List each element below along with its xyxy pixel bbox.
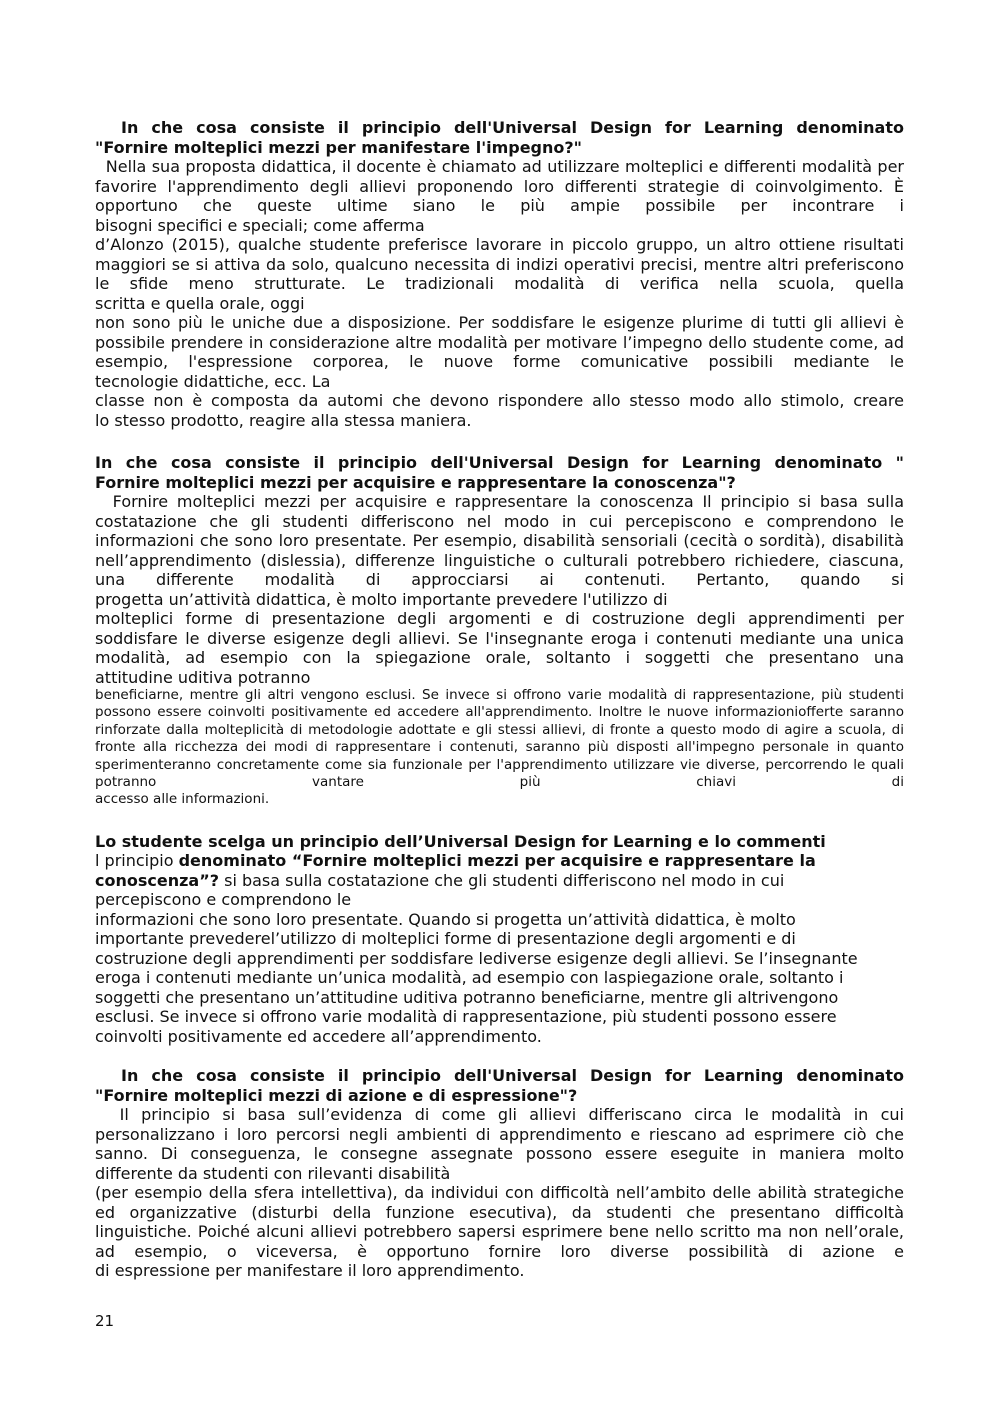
section1-paragraph2-last: scritta e quella orale, oggi <box>95 293 305 313</box>
section4-heading-line1: In che cosa consiste il principio dell'Universal Design for Learning denominato <box>95 1066 904 1086</box>
section4-paragraph1-last: differente da studenti con rilevanti disabilità <box>95 1163 451 1183</box>
section4-paragraph1: Il principio si basa sull’evidenza di come gli allievi differiscano circa le modalità in cui personalizzano i loro percorsi negli ambienti di apprendimento e riescano ad esprimere ciò che sanno. Di conseguenza, le consegne assegnate possono essere eseguite in maniera molto <box>95 1105 904 1164</box>
section2-paragraph1: Fornire molteplici mezzi per acquisire e rappresentare la conoscenza Il principio si basa sulla costatazione che gli studenti differiscono nel modo in cui percepiscono e comprendono le informazioni che sono loro presentate. Per esempio, disabilità sensoriali (cecità o sordità), disabilità nell’apprendimento (dislessia), differenze linguistiche o culturali potrebbero richiedere, ciascuna, una differente modalità di approcciarsi ai contenuti. Pertanto, quando si <box>95 492 904 589</box>
section-spacer <box>95 1046 904 1066</box>
section3-line1-bold: denominato “Fornire molteplici mezzi per acquisire e rappresentare la <box>178 851 816 871</box>
section1-paragraph1-last: bisogni specifici e speciali; come afferma <box>95 215 425 235</box>
section4-paragraph2-last: di espressione per manifestare il loro apprendimento. <box>95 1261 525 1281</box>
section1-paragraph2: d’Alonzo (2015), qualche studente preferisce lavorare in piccolo gruppo, un altro ottiene risultati maggiori se si attiva da solo, qualcuno necessita di indizi operativi precisi, mentre altri preferiscono le sfide meno strutturate. Le tradizionali modalità di verifica nella scuola, quella <box>95 235 904 293</box>
section3-heading: Lo studente scelga un principio dell’Universal Design for Learning e lo commenti <box>95 831 826 851</box>
section3-line2-bold: conoscenza”? <box>95 870 220 890</box>
section-spacer <box>95 430 904 453</box>
page-number: 21 <box>95 1312 115 1330</box>
section2-paragraph2-last: attitudine uditiva potranno <box>95 667 311 687</box>
section1-paragraph4-last: lo stesso prodotto, reagire alla stessa maniera. <box>95 410 472 430</box>
section1-paragraph3: non sono più le uniche due a disposizione. Per soddisfare le esigenze plurime di tutti gli allievi è possibile prendere in considerazione altre modalità per motivare l’impegno dello studente come, ad esempio, l'espressione corporea, le nuove forme comunicative possibili mediante le <box>95 313 904 371</box>
section3-line1-plain: l principio <box>95 851 179 871</box>
section1-paragraph1: Nella sua proposta didattica, il docente è chiamato ad utilizzare molteplici e differenti modalità per favorire l'apprendimento degli allievi proponendo loro differenti strategie di coinvolgimento. È opportuno che queste ultime siano le più ampie possibile per incontrare i <box>95 157 904 215</box>
section1-paragraph4: classe non è composta da automi che devono rispondere allo stesso modo allo stimolo, creare <box>95 391 904 410</box>
section4-heading-line2: "Fornire molteplici mezzi di azione e di espressione"? <box>95 1085 578 1105</box>
document-page <box>95 118 904 1281</box>
section3-paragraph2: informazioni che sono loro presentate. Quando si progetta un’attività didattica, è molto importante prevederel’utilizzo di molteplici forme di presentazione degli argomenti e di costruzione degli apprendimenti per soddisfare lediverse esigenze degli allievi. Se l’insegnante eroga i contenuti mediante un’unica modalità, ad esempio con laspiegazione orale, soltanto i soggetti che presentano un’attitudine uditiva potranno beneficiarne, mentre gli altrivengono esclusi. Se invece si offrono varie modalità di rappresentazione, più studenti possono essere coinvolti positivamente ed accedere all’apprendimento. <box>95 909 858 1046</box>
section3-line1 <box>95 851 904 871</box>
section1-heading-line2: "Fornire molteplici mezzi per manifestare l'impegno?" <box>95 137 582 157</box>
section2-paragraph3-last: accesso alle informazioni. <box>95 791 270 808</box>
section3-line2-plain: si basa sulla costatazione che gli studenti differiscono nel modo in cui <box>219 870 785 890</box>
section1-paragraph3-last: tecnologie didattiche, ecc. La <box>95 371 331 391</box>
section2-paragraph2: molteplici forme di presentazione degli argomenti e di costruzione degli apprendimenti per soddisfare le diverse esigenze degli allievi. Se l'insegnante eroga i contenuti mediante una unica modalità, ad esempio con la spiegazione orale, soltanto i soggetti che presentano una <box>95 609 904 667</box>
section3-line3: percepiscono e comprendono le <box>95 890 352 910</box>
section1-heading-line1: In che cosa consiste il principio dell'Universal Design for Learning denominato <box>95 118 904 137</box>
section2-heading-line1: In che cosa consiste il principio dell'Universal Design for Learning denominato " <box>95 453 904 472</box>
section3-line2 <box>95 871 904 891</box>
section4-paragraph2: (per esempio della sfera intellettiva), da individui con difficoltà nell’ambito delle abilità strategiche ed organizzative (disturbi della funzione esecutiva), da studenti che presentano difficoltà linguistiche. Poiché alcuni allievi potrebbero sapersi esprimere bene nello scritto ma non nell’orale, ad esempio, o viceversa, è opportuno fornire loro diverse possibilità di azione e <box>95 1183 904 1261</box>
section2-paragraph3: beneficiarne, mentre gli altri vengono esclusi. Se invece si offrono varie modalità di rappresentazione, più studenti possono essere coinvolti positivamente ed accedere all'apprendimento. Inoltre le nuove informazioniofferte saranno rinforzate dalla molteplicità di metodologie adottate e gli stessi allievi, di fronte a questo modo di agire a scuola, di fronte alla ricchezza dei modi di rappresentare i contenuti, saranno più disposti all'impegno personale in quanto sperimenteranno concretamente come sia funzionale per l'apprendimento utilizzare vie diverse, percorrendo le quali potranno vantare più chiavi di <box>95 687 904 791</box>
section2-paragraph1-last: progetta un’attività didattica, è molto importante prevedere l'utilizzo di <box>95 589 668 609</box>
section-spacer <box>95 809 904 832</box>
section2-heading-line2: Fornire molteplici mezzi per acquisire e rappresentare la conoscenza"? <box>95 472 736 492</box>
